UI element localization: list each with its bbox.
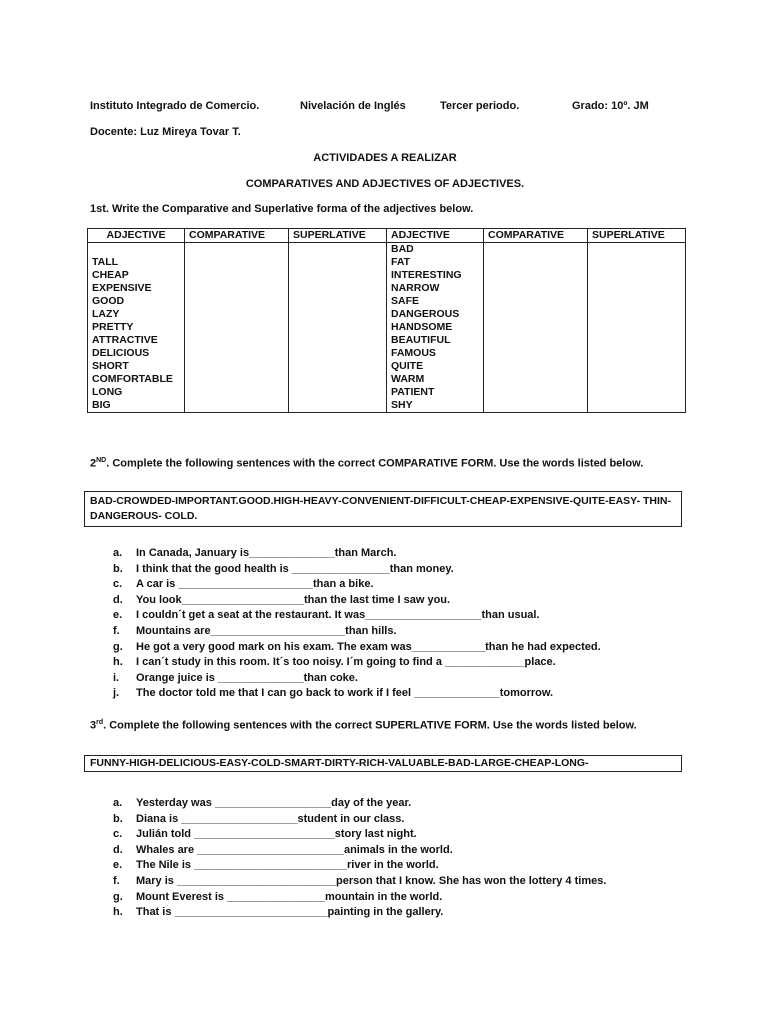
header-school: Instituto Integrado de Comercio.: [90, 100, 260, 112]
answer-cell[interactable]: [185, 321, 289, 334]
item-sentence: Mountains are______________________than hills.: [136, 624, 397, 637]
list-item: [113, 812, 606, 828]
answer-cell[interactable]: [289, 386, 387, 399]
adjective-cell: SHY: [387, 399, 484, 413]
item-sentence: Yesterday was ___________________day of the year.: [136, 797, 412, 809]
answer-cell[interactable]: [588, 334, 686, 347]
answer-cell[interactable]: [484, 282, 588, 295]
list-item: [113, 608, 601, 624]
table-row: [88, 399, 686, 413]
adjective-cell: DANGEROUS: [387, 308, 484, 321]
adjective-cell: ATTRACTIVE: [88, 334, 185, 347]
list-item: [113, 796, 606, 812]
item-letter: h.: [113, 656, 123, 669]
item-sentence: Julián told _______________________story last night.: [136, 828, 417, 841]
answer-cell[interactable]: [289, 360, 387, 373]
column-header: SUPERLATIVE: [289, 229, 387, 243]
header-grade: Grado: 10º. JM: [572, 100, 649, 112]
item-letter: d.: [113, 593, 123, 606]
column-header: COMPARATIVE: [484, 229, 588, 243]
answer-cell[interactable]: [185, 243, 289, 257]
adjective-cell: COMFORTABLE: [88, 373, 185, 386]
answer-cell[interactable]: [289, 282, 387, 295]
adjective-cell: SAFE: [387, 295, 484, 308]
column-header: COMPARATIVE: [185, 229, 289, 243]
item-letter: g.: [113, 640, 123, 653]
section2-instruction: [90, 453, 680, 472]
table-row: [88, 256, 686, 269]
answer-cell[interactable]: [484, 347, 588, 360]
list-item: [113, 890, 606, 906]
item-sentence: I can´t study in this room. It´s too noisy. I´m going to find a _____________place.: [136, 656, 556, 669]
list-item: [113, 577, 601, 593]
answer-cell[interactable]: [185, 295, 289, 308]
item-sentence: Orange juice is ______________than coke.: [136, 671, 358, 684]
superlative-word-box: FUNNY-HIGH-DELICIOUS-EASY-COLD-SMART-DIRTY-RICH-VALUABLE-BAD-LARGE-CHEAP-LONG-: [84, 755, 682, 772]
list-item: [113, 546, 601, 562]
item-sentence: Mary is __________________________person that I know. She has won the lottery 4 times.: [136, 874, 607, 887]
list-item: [113, 640, 601, 656]
answer-cell[interactable]: [289, 295, 387, 308]
item-sentence: Diana is ___________________student in our class.: [136, 812, 405, 825]
item-letter: a.: [113, 547, 123, 559]
item-letter: f.: [113, 624, 120, 637]
list-item: [113, 593, 601, 609]
table-row: [88, 386, 686, 399]
answer-cell[interactable]: [484, 321, 588, 334]
item-letter: b.: [113, 812, 123, 825]
item-sentence: I couldn´t get a seat at the restaurant. It was___________________than usual.: [136, 609, 540, 622]
list-item: [113, 562, 601, 578]
item-letter: b.: [113, 562, 123, 575]
adjective-cell: TALL: [88, 256, 185, 269]
answer-cell[interactable]: [289, 269, 387, 282]
comparative-sentences: [113, 546, 601, 702]
answer-cell[interactable]: [185, 399, 289, 413]
table-row: [88, 373, 686, 386]
column-header: ADJECTIVE: [88, 229, 185, 243]
answer-cell[interactable]: [588, 386, 686, 399]
item-sentence: A car is ______________________than a bike.: [136, 578, 374, 591]
section2-suffix: ND: [96, 457, 107, 464]
answer-cell[interactable]: [484, 295, 588, 308]
header-teacher: Docente: Luz Mireya Tovar T.: [90, 126, 241, 138]
list-item: [113, 905, 606, 921]
adjective-cell: BEAUTIFUL: [387, 334, 484, 347]
answer-cell[interactable]: [484, 269, 588, 282]
answer-cell[interactable]: [289, 256, 387, 269]
item-sentence: That is _________________________painting in the gallery.: [136, 906, 444, 919]
comparative-word-box: BAD-CROWDED-IMPORTANT.GOOD.HIGH-HEAVY-CONVENIENT-DIFFICULT-CHEAP-EXPENSIVE-QUITE-EASY- THIN- DANGEROUS- COLD.: [84, 491, 682, 527]
answer-cell[interactable]: [185, 360, 289, 373]
answer-cell[interactable]: [289, 347, 387, 360]
adjective-cell: LAZY: [88, 308, 185, 321]
list-item: [113, 858, 606, 874]
answer-cell[interactable]: [289, 399, 387, 413]
answer-cell[interactable]: [588, 256, 686, 269]
answer-cell[interactable]: [185, 256, 289, 269]
table-row: [88, 321, 686, 334]
answer-cell[interactable]: [185, 308, 289, 321]
answer-cell[interactable]: [588, 347, 686, 360]
adjective-cell: PATIENT: [387, 386, 484, 399]
list-item: [113, 843, 606, 859]
section3-instruction: [90, 715, 680, 734]
item-letter: c.: [113, 828, 123, 841]
answer-cell[interactable]: [484, 373, 588, 386]
answer-cell[interactable]: [588, 269, 686, 282]
item-letter: h.: [113, 906, 123, 919]
section3-suffix: rd: [96, 719, 104, 726]
answer-cell[interactable]: [185, 269, 289, 282]
adjective-cell: QUITE: [387, 360, 484, 373]
answer-cell[interactable]: [484, 256, 588, 269]
answer-cell[interactable]: [588, 308, 686, 321]
section2-instruction-text: . Complete the following sentences with the correct COMPARATIVE FORM. Use the words listed below.: [106, 457, 644, 470]
answer-cell[interactable]: [289, 321, 387, 334]
answer-cell[interactable]: [588, 243, 686, 257]
item-letter: c.: [113, 578, 123, 591]
answer-cell[interactable]: [588, 282, 686, 295]
answer-cell[interactable]: [289, 334, 387, 347]
page-subtitle: COMPARATIVES AND ADJECTIVES OF ADJECTIVES.: [245, 178, 525, 190]
answer-cell[interactable]: [185, 347, 289, 360]
list-item: [113, 874, 606, 890]
table-row: [88, 347, 686, 360]
item-sentence: Mount Everest is ________________mountain in the world.: [136, 890, 443, 903]
adjective-cell: LONG: [88, 386, 185, 399]
list-item: [113, 655, 601, 671]
column-header: SUPERLATIVE: [588, 229, 686, 243]
header-period: Tercer periodo.: [440, 100, 520, 112]
answer-cell[interactable]: [185, 334, 289, 347]
adjective-cell: FAT: [387, 256, 484, 269]
table-row: [88, 243, 686, 257]
header-subject: Nivelación de Inglés: [300, 100, 406, 112]
section3-instruction-text: . Complete the following sentences with the correct SUPERLATIVE FORM. Use the words listed below.: [103, 719, 637, 732]
answer-cell[interactable]: [484, 386, 588, 399]
answer-cell[interactable]: [484, 399, 588, 413]
adjective-cell: PRETTY: [88, 321, 185, 334]
item-sentence: He got a very good mark on his exam. The exam was____________than he had expected.: [136, 640, 601, 653]
adjective-cell: EXPENSIVE: [88, 282, 185, 295]
table-row: [88, 360, 686, 373]
answer-cell[interactable]: [185, 373, 289, 386]
answer-cell[interactable]: [588, 295, 686, 308]
adjective-cell: GOOD: [88, 295, 185, 308]
item-sentence: The doctor told me that I can go back to work if I feel ______________tomorrow.: [136, 687, 554, 700]
answer-cell[interactable]: [588, 399, 686, 413]
item-sentence: The Nile is _________________________river in the world.: [136, 859, 439, 872]
section3-number: 3: [90, 719, 97, 732]
table-header-row: [88, 229, 686, 243]
adjective-cell: DELICIOUS: [88, 347, 185, 360]
item-letter: f.: [113, 874, 120, 887]
adjectives-table: [87, 228, 686, 413]
item-sentence: In Canada, January is______________than March.: [136, 547, 397, 559]
table-row: [88, 334, 686, 347]
item-letter: e.: [113, 609, 123, 622]
adjective-cell: BIG: [88, 399, 185, 413]
item-letter: d.: [113, 843, 123, 856]
adjective-cell: HANDSOME: [387, 321, 484, 334]
answer-cell[interactable]: [289, 243, 387, 257]
adjective-cell: CHEAP: [88, 269, 185, 282]
answer-cell[interactable]: [484, 334, 588, 347]
table-row: [88, 269, 686, 282]
item-sentence: You look____________________than the last time I saw you.: [136, 593, 451, 606]
list-item: [113, 686, 601, 702]
answer-cell[interactable]: [289, 373, 387, 386]
answer-cell[interactable]: [185, 282, 289, 295]
item-sentence: I think that the good health is ________________than money.: [136, 562, 454, 575]
adjective-cell: NARROW: [387, 282, 484, 295]
page-title: ACTIVIDADES A REALIZAR: [313, 152, 457, 164]
adjective-cell: INTERESTING: [387, 269, 484, 282]
answer-cell[interactable]: [588, 373, 686, 386]
section1-instruction: 1st. Write the Comparative and Superlative forma of the adjectives below.: [90, 203, 474, 215]
list-item: [113, 827, 606, 843]
adjective-cell: BAD: [387, 243, 484, 257]
table-row: [88, 282, 686, 295]
table-row: [88, 308, 686, 321]
item-letter: i.: [113, 671, 120, 684]
item-letter: a.: [113, 797, 123, 809]
answer-cell[interactable]: [588, 360, 686, 373]
answer-cell[interactable]: [484, 360, 588, 373]
item-letter: j.: [113, 687, 120, 700]
section2-number: 2: [90, 457, 97, 470]
answer-cell[interactable]: [484, 308, 588, 321]
answer-cell[interactable]: [289, 308, 387, 321]
adjective-cell: FAMOUS: [387, 347, 484, 360]
adjective-cell: WARM: [387, 373, 484, 386]
column-header: ADJECTIVE: [387, 229, 484, 243]
item-letter: g.: [113, 890, 123, 903]
table-row: [88, 295, 686, 308]
answer-cell[interactable]: [484, 243, 588, 257]
list-item: [113, 671, 601, 687]
adjective-cell: SHORT: [88, 360, 185, 373]
item-sentence: Whales are ________________________animals in the world.: [136, 843, 453, 856]
list-item: [113, 624, 601, 640]
item-letter: e.: [113, 859, 123, 872]
superlative-sentences: [113, 796, 606, 921]
answer-cell[interactable]: [588, 321, 686, 334]
answer-cell[interactable]: [185, 386, 289, 399]
adjective-cell: [88, 243, 185, 257]
